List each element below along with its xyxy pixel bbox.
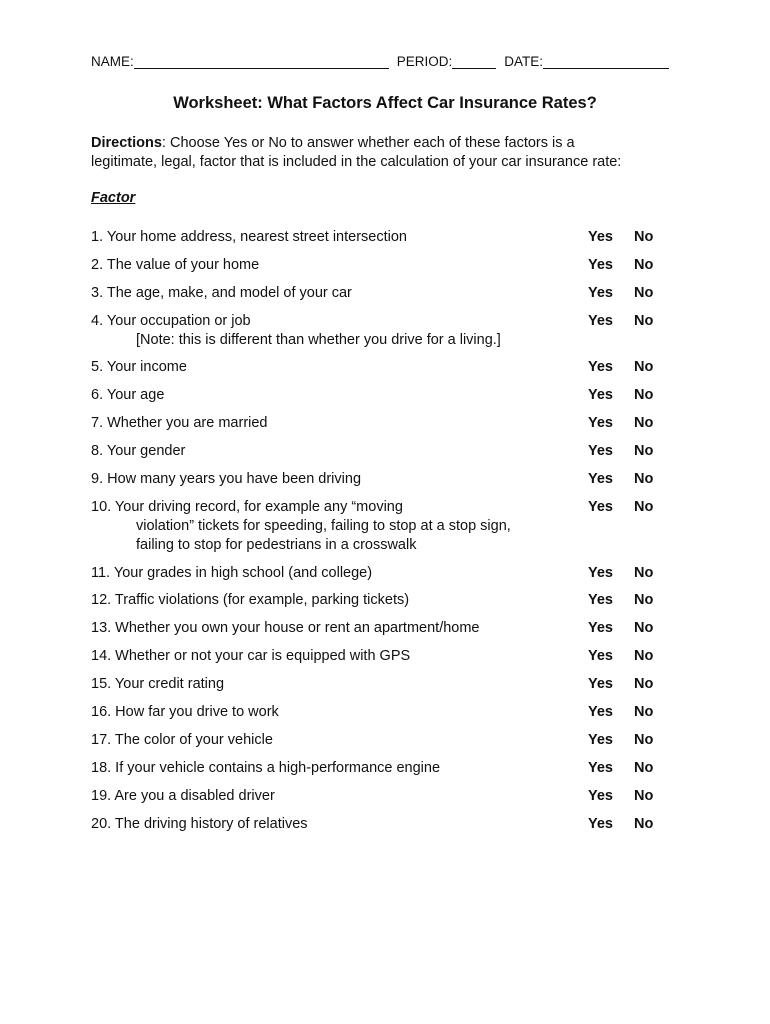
yes-option[interactable]: Yes xyxy=(588,732,613,748)
factor-label: 9. How many years you have been driving xyxy=(91,471,362,487)
no-option[interactable]: No xyxy=(634,471,654,487)
factor-label: 5. Your income xyxy=(91,359,187,375)
yes-option[interactable]: Yes xyxy=(588,620,613,636)
yes-option[interactable]: Yes xyxy=(588,285,613,301)
factor-label: 6. Your age xyxy=(91,387,165,403)
factor-label: 12. Traffic violations (for example, parking tickets) xyxy=(91,592,410,608)
no-option[interactable]: No xyxy=(634,592,654,608)
factor-label: 8. Your gender xyxy=(91,443,186,459)
yes-option[interactable]: Yes xyxy=(588,359,613,375)
date-blank[interactable] xyxy=(543,54,669,69)
yes-option[interactable]: Yes xyxy=(588,648,613,664)
yes-option[interactable]: Yes xyxy=(588,443,613,459)
yes-option[interactable]: Yes xyxy=(588,565,613,581)
no-option[interactable]: No xyxy=(634,313,654,329)
name-blank[interactable] xyxy=(134,54,389,69)
factor-label: 18. If your vehicle contains a high-performance engine xyxy=(91,760,441,776)
directions-text xyxy=(91,134,626,171)
no-option[interactable]: No xyxy=(634,816,654,832)
factor-label: 2. The value of your home xyxy=(91,257,260,273)
worksheet-title: Worksheet: What Factors Affect Car Insurance Rates? xyxy=(173,94,597,112)
no-option[interactable]: No xyxy=(634,676,654,692)
directions-label: Directions xyxy=(91,135,162,151)
no-option[interactable]: No xyxy=(634,499,654,515)
yes-option[interactable]: Yes xyxy=(588,816,613,832)
yes-option[interactable]: Yes xyxy=(588,592,613,608)
factor-text xyxy=(91,256,561,275)
factor-text xyxy=(91,498,561,555)
factor-text xyxy=(91,647,561,666)
yes-option[interactable]: Yes xyxy=(588,415,613,431)
factor-note: [Note: this is different than whether you drive for a living.] xyxy=(136,332,501,348)
factor-label: 16. How far you drive to work xyxy=(91,704,279,720)
factor-text xyxy=(91,731,561,750)
period-label: PERIOD: xyxy=(396,54,453,69)
no-option[interactable]: No xyxy=(634,285,654,301)
factor-text xyxy=(91,591,561,610)
factor-text xyxy=(91,312,561,350)
factor-text xyxy=(91,787,561,806)
factor-text xyxy=(91,564,561,583)
factor-text xyxy=(91,442,561,461)
factor-text xyxy=(91,228,561,247)
no-option[interactable]: No xyxy=(634,648,654,664)
factor-label: 13. Whether you own your house or rent an apartment/home xyxy=(91,620,480,636)
factor-label: 7. Whether you are married xyxy=(91,415,268,431)
yes-option[interactable]: Yes xyxy=(588,229,613,245)
factor-text xyxy=(91,358,561,377)
factor-label: 11. Your grades in high school (and college) xyxy=(91,565,373,581)
factor-text xyxy=(91,284,561,303)
no-option[interactable]: No xyxy=(634,704,654,720)
no-option[interactable]: No xyxy=(634,620,654,636)
yes-option[interactable]: Yes xyxy=(588,313,613,329)
factor-label: 14. Whether or not your car is equipped with GPS xyxy=(91,648,411,664)
factor-text xyxy=(91,703,561,722)
factor-text xyxy=(91,470,561,489)
factor-label: 1. Your home address, nearest street intersection xyxy=(91,229,407,245)
factor-label: 15. Your credit rating xyxy=(91,676,225,692)
factor-text xyxy=(91,759,561,778)
factor-label: 20. The driving history of relatives xyxy=(91,816,308,832)
factor-label: 19. Are you a disabled driver xyxy=(91,788,275,804)
yes-option[interactable]: Yes xyxy=(588,760,613,776)
yes-option[interactable]: Yes xyxy=(588,387,613,403)
factor-text xyxy=(91,414,561,433)
factor-heading: Factor xyxy=(91,190,136,206)
no-option[interactable]: No xyxy=(634,732,654,748)
yes-option[interactable]: Yes xyxy=(588,788,613,804)
no-option[interactable]: No xyxy=(634,760,654,776)
student-info-line xyxy=(91,47,671,69)
no-option[interactable]: No xyxy=(634,565,654,581)
yes-option[interactable]: Yes xyxy=(588,704,613,720)
factor-label: 3. The age, make, and model of your car xyxy=(91,285,352,301)
name-label: NAME: xyxy=(91,54,134,69)
yes-option[interactable]: Yes xyxy=(588,499,613,515)
directions-body: : Choose Yes or No to answer whether each of these factors is a legitimate, legal, factor that is included in the calculation of your car insurance rate: xyxy=(91,135,622,170)
factor-label: 17. The color of your vehicle xyxy=(91,732,273,748)
factor-text xyxy=(91,675,561,694)
no-option[interactable]: No xyxy=(634,387,654,403)
factor-text xyxy=(91,619,561,638)
factor-label: 4. Your occupation or job xyxy=(91,313,251,329)
no-option[interactable]: No xyxy=(634,788,654,804)
factor-text xyxy=(91,815,561,834)
yes-option[interactable]: Yes xyxy=(588,257,613,273)
no-option[interactable]: No xyxy=(634,229,654,245)
factor-note: failing to stop for pedestrians in a crosswalk xyxy=(136,537,417,553)
no-option[interactable]: No xyxy=(634,359,654,375)
no-option[interactable]: No xyxy=(634,415,654,431)
factor-text xyxy=(91,386,561,405)
no-option[interactable]: No xyxy=(634,257,654,273)
yes-option[interactable]: Yes xyxy=(588,471,613,487)
factor-label: 10. Your driving record, for example any “moving xyxy=(91,499,403,515)
yes-option[interactable]: Yes xyxy=(588,676,613,692)
period-blank[interactable] xyxy=(452,54,496,69)
factor-note: violation” tickets for speeding, failing to stop at a stop sign, xyxy=(136,518,511,534)
date-label: DATE: xyxy=(504,54,544,69)
no-option[interactable]: No xyxy=(634,443,654,459)
